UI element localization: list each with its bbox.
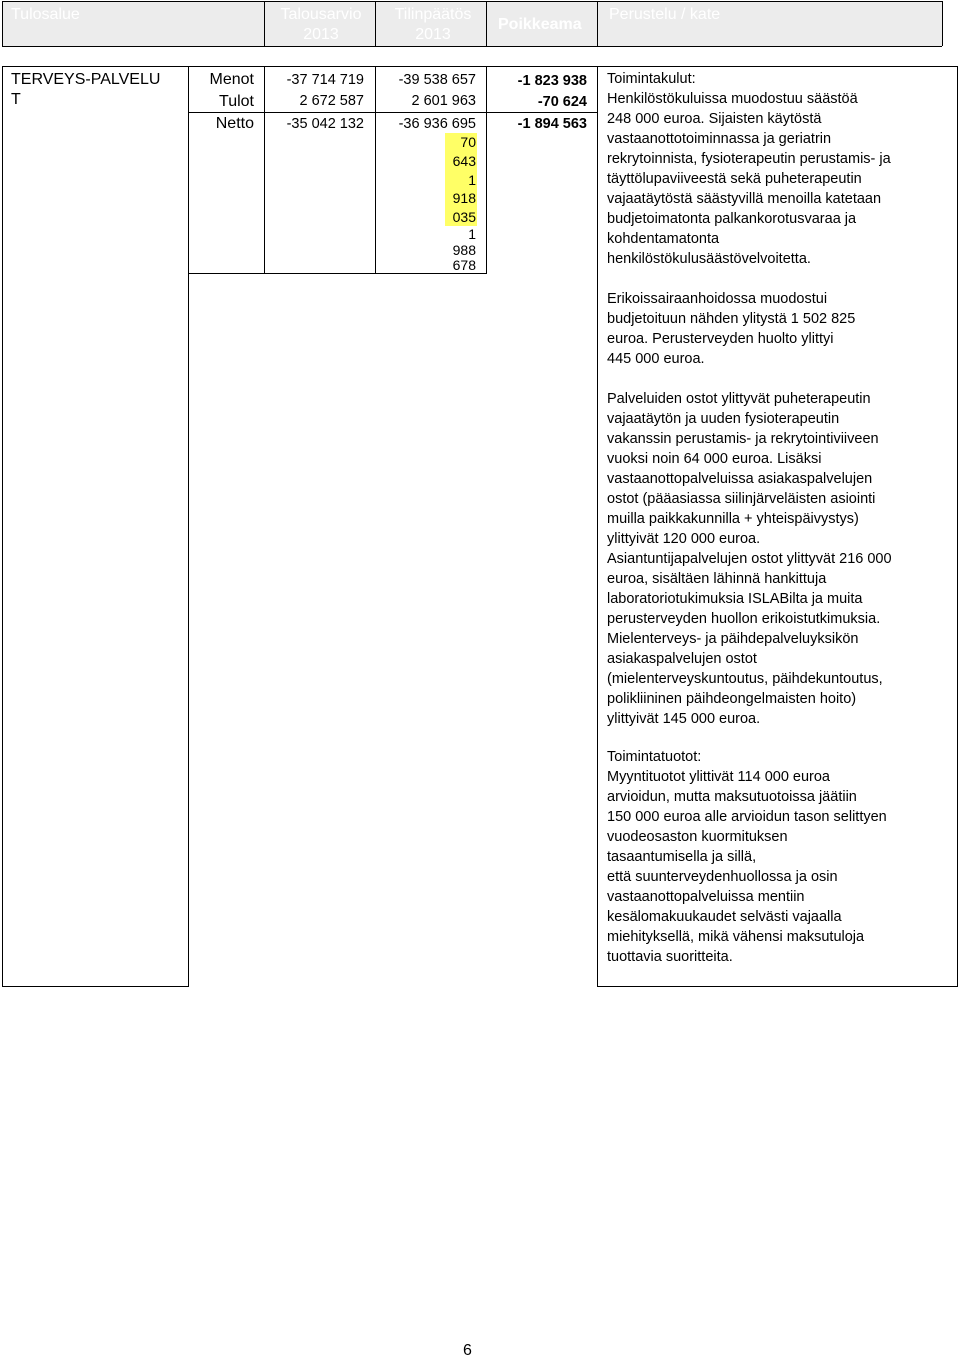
- header-tilinpaatos: Tilinpäätös 2013: [394, 6, 472, 43]
- label-netto: Netto: [215, 115, 254, 132]
- explanation-specialist-care: Erikoissairaanhoidossa muodostui budjetoituun nähden ylitystä 1 502 825 euroa. Perusterveyden huolto ylittyi 445 000 euroa.: [607, 291, 856, 367]
- deviation-menot: -1 823 938: [517, 73, 587, 89]
- actual-menot: -39 538 657: [398, 72, 476, 88]
- deviation-tulot: -70 624: [537, 94, 587, 110]
- header-perustelu: Perustelu / kate: [609, 6, 721, 23]
- explanation-service-purchases: Palveluiden ostot ylittyvät puheterapeutin vajaatäytön ja uuden fysioterapeutin vakanssin perustamis- ja rekrytointiviiveen vuoksi noin 64 000 euroa. Lisäksi vastaanottopalveluissa asiakaspalvelujen ostot (pääasiassa siilinjärveläisten asiointi muilla paikkakunnilla + yhteispäivystys) ylittyivät 120 000 euroa. Asiantuntijapalvelujen ostot ylittyvät 216 000 euroa, sisältäen lähinnä hankittuja laboratoriotukimuksia ISLABilta ja muita perusterveyden huollon erikoistutkimuksia. Mielenterveys- ja päihdepalveluyksikön asiakaspalvelujen ostot (mielenterveyskuntoutus, päihdekuntoutus, polikliininen päihdeongelmaisten hoito) ylittyivät 145 000 euroa.: [607, 391, 892, 727]
- wrapped-value-highlighted: 70 643 1 918 035: [452, 134, 476, 226]
- table-header: [2, 1, 942, 47]
- area-name: TERVEYS-PALVELU T: [11, 71, 161, 108]
- budget-tulot: 2 672 587: [299, 93, 364, 109]
- header-poikkeama: Poikkeama: [498, 16, 582, 33]
- actual-tulot: 2 601 963: [411, 93, 476, 109]
- budget-menot: -37 714 719: [286, 72, 364, 88]
- header-talousarvio: Talousarvio 2013: [280, 6, 362, 43]
- header-tulosalue: Tulosalue: [11, 6, 80, 23]
- wrapped-value-plain: 1 988 678: [452, 226, 476, 274]
- explanation-operating-income: Toimintatuotot: Myyntituotot ylittivät 114 000 euroa arvioidun, mutta maksutuotoissa jäätiin 150 000 euroa alle arvioidun tason selittyen vuodeosaston kuormituksen tasaantumisella ja sillä, että suunterveydenhuollossa ja osin vastaanottopalveluissa mentiin kesälomakuukaudet selvästi vajaalla miehityksellä, mikä vähensi maksutuloja tuottavia suoritteita.: [607, 749, 887, 965]
- explanation-operating-costs: Toimintakulut: Henkilöstökuluissa muodostuu säästöä 248 000 euroa. Sijaisten käytöstä vastaanottotoiminnassa ja geriatrin rekrytoinnista, fysioterapeutin perustamis- ja täyttölupaviiveestä sekä puheterapeutin vajaatäytöstä säästyvillä menoilla katetaan budjetoimatonta palkankorotusvaraa ja kohdentamatonta henkilöstökulusäästövelvoitetta.: [607, 71, 891, 267]
- budget-netto: -35 042 132: [286, 116, 364, 132]
- deviation-netto: -1 894 563: [517, 116, 587, 132]
- page-number: 6: [463, 1342, 472, 1359]
- label-tulot: Tulot: [219, 93, 254, 110]
- label-menot: Menot: [209, 71, 254, 88]
- actual-netto: -36 936 695: [398, 116, 476, 132]
